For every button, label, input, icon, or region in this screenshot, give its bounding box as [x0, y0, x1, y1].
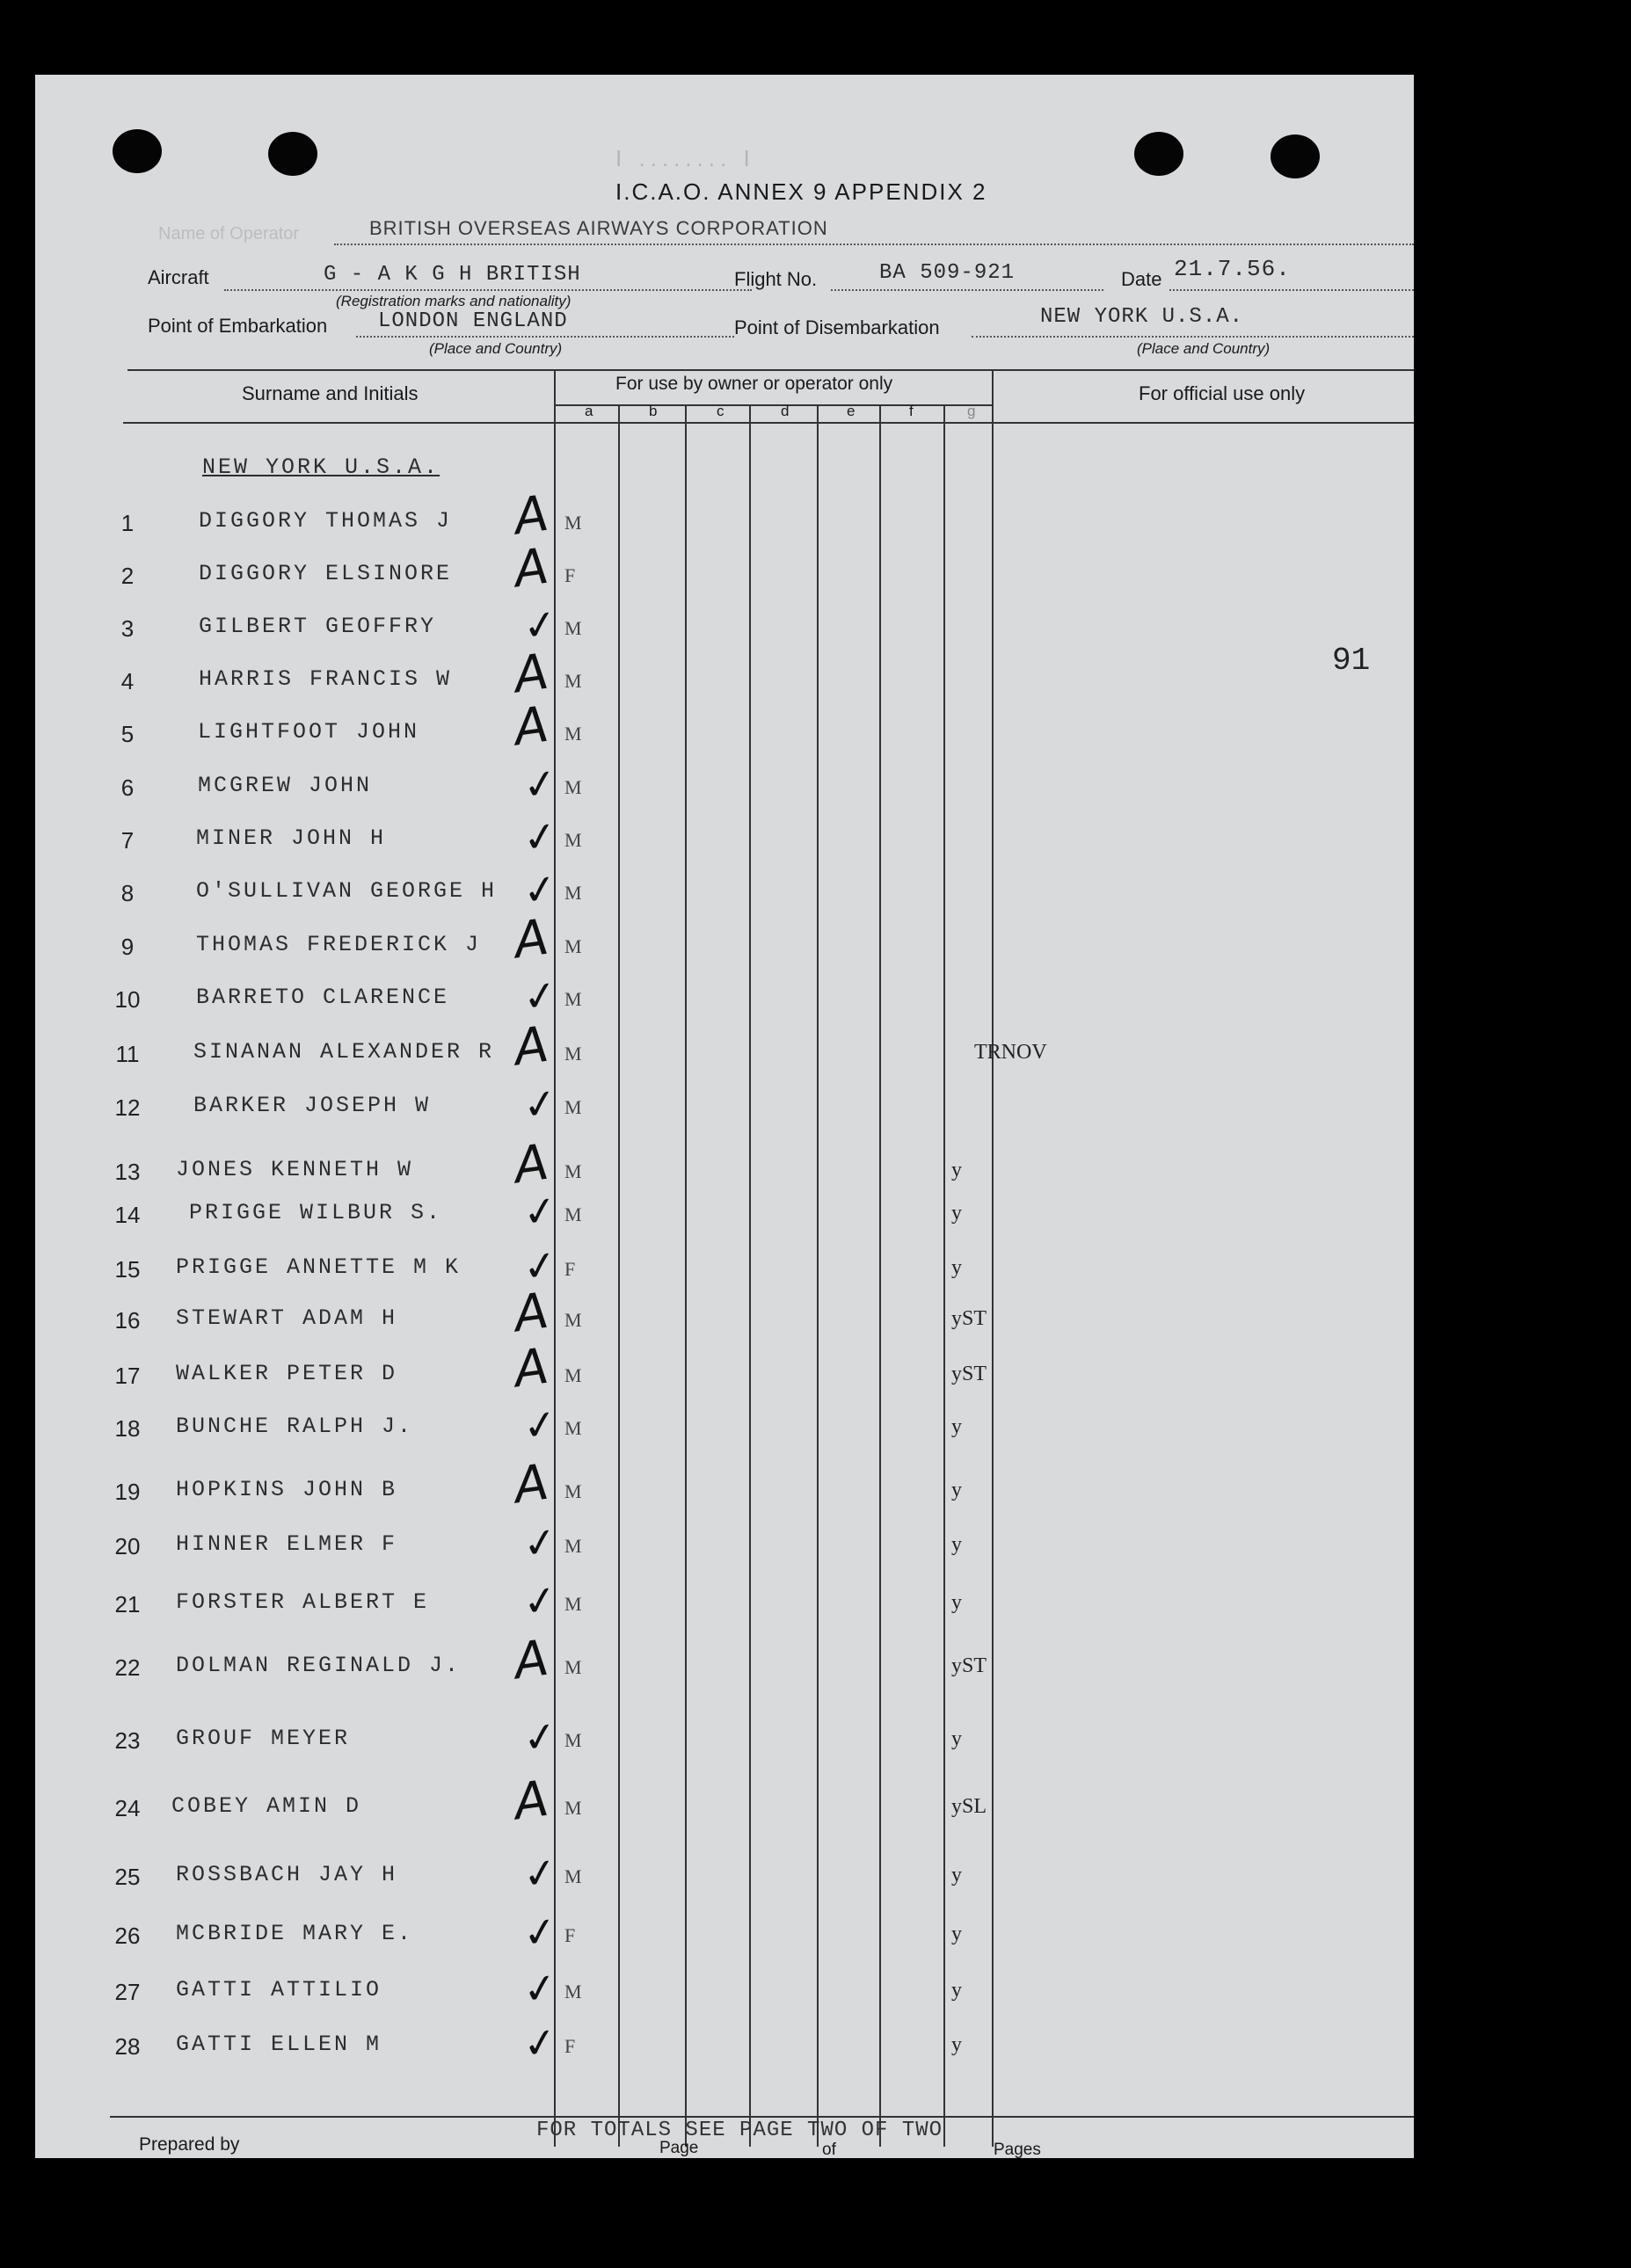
col-name-header: Surname and Initials — [242, 382, 419, 404]
table-bottom-rule — [110, 2116, 1414, 2118]
passenger-sex: M — [564, 1364, 582, 1386]
passenger-sex: F — [564, 564, 576, 586]
disembark-value: NEW YORK U.S.A. — [1040, 305, 1244, 329]
row-number: 19 — [114, 1479, 141, 1505]
col-divider — [817, 404, 819, 2147]
page-label: Page — [659, 2139, 699, 2157]
passenger-sex: M — [564, 1480, 582, 1502]
status-mark: A — [510, 1770, 552, 1832]
passenger-name: MCGREW JOHN — [198, 773, 373, 798]
row-number: 7 — [120, 827, 135, 854]
row-number: 1 — [120, 510, 135, 536]
aircraft-line — [224, 289, 752, 291]
row-number: 11 — [115, 1041, 140, 1067]
official-code: y — [951, 1202, 962, 1225]
official-code: yST — [951, 1307, 987, 1330]
passenger-name: PRIGGE WILBUR S. — [189, 1200, 443, 1225]
passenger-name: BARRETO CLARENCE — [196, 985, 450, 1010]
official-code: y — [951, 1864, 962, 1886]
status-mark: ✓ — [520, 1239, 561, 1292]
official-code: yST — [951, 1654, 987, 1677]
date-line — [1169, 289, 1414, 291]
row-number: 3 — [120, 615, 135, 642]
status-mark: A — [510, 484, 552, 547]
passenger-sex: M — [564, 1797, 582, 1819]
passenger-sex: M — [564, 935, 582, 957]
passenger-name: BARKER JOSEPH W — [193, 1093, 432, 1118]
status-mark: ✓ — [520, 599, 561, 651]
passenger-name: GILBERT GEOFFRY — [199, 614, 437, 639]
official-code: y — [951, 1533, 962, 1556]
col-divider — [749, 404, 751, 2147]
status-mark: ✓ — [520, 2017, 561, 2069]
passenger-sex: M — [564, 1309, 582, 1331]
passenger-sex: M — [564, 512, 582, 534]
passenger-name: HARRIS FRANCIS W — [199, 666, 453, 692]
row-number: 23 — [114, 1727, 141, 1754]
manifest-page — [35, 75, 1414, 2158]
passenger-name: HOPKINS JOHN B — [176, 1477, 398, 1502]
official-code: y — [951, 1159, 962, 1181]
punch-hole — [113, 129, 162, 173]
punch-hole — [268, 132, 317, 176]
section-heading: NEW YORK U.S.A. — [202, 454, 441, 480]
row-number: 26 — [114, 1923, 141, 1949]
official-code: y — [951, 1979, 962, 2002]
status-mark: A — [510, 1453, 552, 1516]
passenger-sex: M — [564, 1593, 582, 1615]
col-operator-header: For use by owner or operator only — [615, 374, 893, 394]
col-divider — [618, 404, 620, 2147]
passenger-name: GROUF MEYER — [176, 1726, 351, 1751]
passenger-sex: M — [564, 1865, 582, 1887]
row-number: 22 — [114, 1654, 141, 1681]
official-code: y — [951, 1727, 962, 1750]
passenger-name: GATTI ATTILIO — [176, 1977, 382, 2003]
row-number: 10 — [114, 986, 141, 1013]
pages-label: Pages — [994, 2141, 1041, 2159]
disembark-label: Point of Disembarkation — [734, 316, 940, 338]
status-mark: A — [510, 1629, 552, 1691]
row-number: 6 — [120, 774, 135, 801]
status-mark: ✓ — [520, 970, 561, 1022]
passenger-name: SINANAN ALEXANDER R — [193, 1039, 495, 1065]
subcol-c: c — [717, 403, 724, 419]
aircraft-value: G - A K G H BRITISH — [324, 263, 581, 287]
row-number: 14 — [114, 1202, 141, 1228]
passenger-sex: F — [564, 1258, 576, 1280]
status-mark: A — [510, 1015, 552, 1078]
passenger-name: DIGGORY ELSINORE — [199, 561, 453, 586]
flight-line — [831, 289, 1103, 291]
subcol-g: g — [967, 403, 976, 419]
official-code: yST — [951, 1363, 987, 1385]
row-number: 9 — [120, 934, 135, 960]
subcol-a: a — [585, 403, 593, 419]
status-mark: A — [510, 537, 552, 600]
of-label: of — [822, 2141, 836, 2159]
embark-note: (Place and Country) — [429, 340, 563, 357]
passenger-name: GATTI ELLEN M — [176, 2032, 382, 2057]
row-number: 8 — [120, 880, 135, 906]
passenger-sex: M — [564, 670, 582, 692]
passenger-sex: M — [564, 1981, 582, 2003]
embark-value: LONDON ENGLAND — [378, 309, 568, 333]
table-top-rule — [127, 369, 1414, 371]
status-mark: ✓ — [520, 1185, 561, 1238]
passenger-name: JONES KENNETH W — [176, 1157, 414, 1182]
official-code: y — [951, 1591, 962, 1614]
col-divider — [943, 404, 945, 2147]
passenger-sex: M — [564, 1043, 582, 1065]
row-number: 17 — [114, 1363, 141, 1389]
status-mark: ✓ — [520, 758, 561, 811]
passenger-sex: M — [564, 723, 582, 745]
passenger-sex: M — [564, 617, 582, 639]
row-number: 13 — [114, 1159, 141, 1185]
passenger-name: STEWART ADAM H — [176, 1305, 398, 1331]
passenger-name: MINER JOHN H — [196, 825, 387, 851]
status-mark: ✓ — [520, 1078, 561, 1130]
disembark-line — [972, 336, 1414, 338]
row-number: 5 — [120, 721, 135, 747]
operator-value: BRITISH OVERSEAS AIRWAYS CORPORATION — [369, 217, 828, 239]
faint-header: I ........ I — [615, 145, 755, 171]
col-divider — [685, 404, 687, 2147]
date-label: Date — [1121, 268, 1162, 290]
passenger-sex: M — [564, 882, 582, 904]
passenger-sex: M — [564, 1096, 582, 1118]
embark-label: Point of Embarkation — [148, 315, 328, 337]
passenger-name: O'SULLIVAN GEORGE H — [196, 878, 498, 904]
passenger-sex: M — [564, 1656, 582, 1678]
row-number: 21 — [114, 1591, 141, 1617]
passenger-name: BUNCHE RALPH J. — [176, 1414, 414, 1439]
official-code: y — [951, 1479, 962, 1501]
passenger-name: WALKER PETER D — [176, 1361, 398, 1386]
status-mark: ✓ — [520, 863, 561, 916]
official-code: y — [951, 1415, 962, 1438]
registration-note: (Registration marks and nationality) — [336, 293, 572, 309]
row-number: 18 — [114, 1415, 141, 1442]
row-number: 12 — [114, 1094, 141, 1121]
official-code: TRNOV — [974, 1041, 1047, 1064]
col-official-header: For official use only — [1139, 382, 1306, 404]
operator-label: Name of Operator — [158, 224, 300, 244]
row-number: 25 — [114, 1864, 141, 1890]
aircraft-label: Aircraft — [148, 266, 209, 288]
passenger-sex: M — [564, 988, 582, 1010]
passenger-name: COBEY AMIN D — [171, 1793, 362, 1819]
row-number: 16 — [114, 1307, 141, 1334]
row-number: 27 — [114, 1979, 141, 2005]
embark-line — [356, 336, 734, 338]
status-mark: ✓ — [520, 1847, 561, 1900]
operator-line — [334, 244, 1414, 245]
official-code: y — [951, 1256, 962, 1279]
status-mark: A — [510, 908, 552, 970]
disembark-note: (Place and Country) — [1137, 340, 1271, 357]
passenger-sex: F — [564, 1924, 576, 1946]
passenger-sex: M — [564, 829, 582, 851]
header-bottom-rule — [123, 422, 1414, 424]
col-divider — [879, 404, 881, 2147]
punch-hole — [1271, 134, 1320, 178]
subcol-d: d — [781, 403, 790, 419]
form-title: I.C.A.O. ANNEX 9 APPENDIX 2 — [615, 178, 987, 205]
status-mark: ✓ — [520, 1962, 561, 2015]
subcol-b: b — [649, 403, 658, 419]
passenger-name: ROSSBACH JAY H — [176, 1862, 398, 1887]
page-number: 91 — [1332, 643, 1371, 679]
row-number: 24 — [114, 1795, 141, 1821]
passenger-sex: M — [564, 776, 582, 798]
passenger-name: THOMAS FREDERICK J — [196, 932, 482, 957]
status-mark: A — [510, 1133, 552, 1196]
punch-hole — [1134, 132, 1183, 176]
passenger-name: PRIGGE ANNETTE M K — [176, 1254, 462, 1280]
passenger-sex: M — [564, 1535, 582, 1557]
subcol-e: e — [847, 403, 856, 419]
status-mark: ✓ — [520, 1516, 561, 1569]
status-mark: ✓ — [520, 811, 561, 863]
date-value: 21.7.56. — [1174, 256, 1291, 282]
passenger-sex: F — [564, 2035, 576, 2057]
status-mark: ✓ — [520, 1399, 561, 1451]
passenger-sex: M — [564, 1203, 582, 1225]
passenger-sex: M — [564, 1417, 582, 1439]
passenger-sex: M — [564, 1160, 582, 1182]
status-mark: A — [510, 1337, 552, 1399]
row-number: 15 — [114, 1256, 141, 1283]
official-code: ySL — [951, 1795, 987, 1818]
passenger-name: FORSTER ALBERT E — [176, 1589, 430, 1615]
row-number: 4 — [120, 668, 135, 694]
passenger-name: DIGGORY THOMAS J — [199, 508, 453, 534]
subcol-f: f — [909, 403, 914, 419]
status-mark: ✓ — [520, 1711, 561, 1763]
status-mark: ✓ — [520, 1906, 561, 1959]
passenger-name: LIGHTFOOT JOHN — [198, 719, 420, 745]
status-mark: A — [510, 695, 552, 758]
passenger-name: DOLMAN REGINALD J. — [176, 1653, 462, 1678]
prepared-label: Prepared by — [139, 2134, 240, 2155]
official-code: y — [951, 1923, 962, 1945]
passenger-name: MCBRIDE MARY E. — [176, 1921, 414, 1946]
row-number: 28 — [114, 2033, 141, 2060]
flight-label: Flight No. — [734, 268, 818, 290]
row-number: 2 — [120, 563, 135, 589]
passenger-name: HINNER ELMER F — [176, 1531, 398, 1557]
passenger-sex: M — [564, 1729, 582, 1751]
flight-value: BA 509-921 — [879, 261, 1016, 285]
status-mark: A — [510, 1282, 552, 1344]
col-divider — [992, 369, 994, 2147]
status-mark: A — [510, 643, 552, 705]
official-code: y — [951, 2033, 962, 2056]
row-number: 20 — [114, 1533, 141, 1559]
totals-note: FOR TOTALS SEE PAGE TWO OF TWO — [536, 2119, 943, 2142]
status-mark: ✓ — [520, 1574, 561, 1627]
